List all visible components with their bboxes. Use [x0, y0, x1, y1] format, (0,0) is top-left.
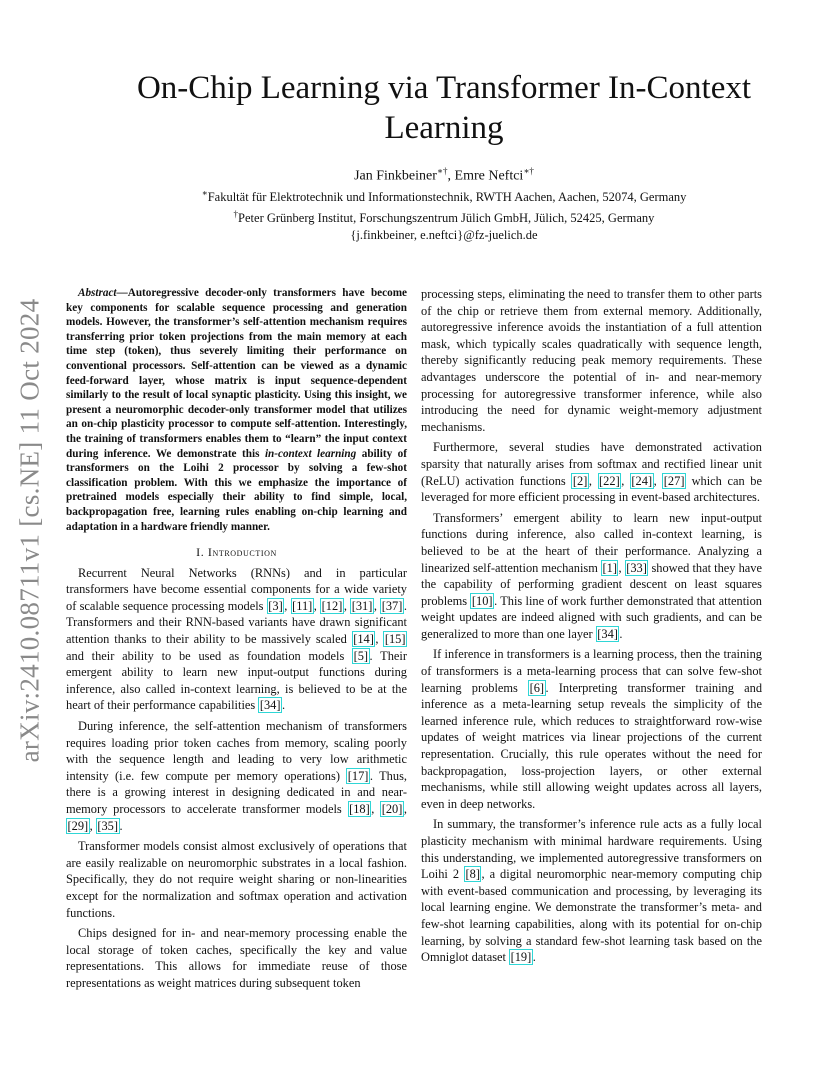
citation-1[interactable]: [1] — [602, 560, 617, 575]
affiliation-1 — [60, 185, 828, 206]
affiliation-1-mark: ∗ — [201, 187, 208, 198]
author-line — [60, 166, 828, 185]
author-2: , Emre Neftci — [447, 168, 524, 184]
citation-8[interactable]: [8] — [465, 867, 480, 882]
abstract — [66, 286, 407, 534]
citation-17[interactable]: [17] — [347, 768, 369, 783]
text: showed that they have the capability of performing gradient descent on least squares problems — [421, 560, 762, 608]
author-1-marks: ∗† — [436, 166, 448, 176]
text: If inference in transformers is a learning process, then the training of transformers is a meta-learning process that can solve few-shot learning problems — [421, 647, 762, 695]
citation-20[interactable]: [20] — [381, 802, 403, 816]
citation-14[interactable]: [14] — [353, 632, 374, 647]
author-email: {j.finkbeiner, e.neftci}@fz-juelich.de — [350, 227, 538, 242]
author-1: Jan Finkbeiner — [354, 168, 437, 184]
intro-paragraph-5: Furthermore, several studies have demonstrated activation sparsity that naturally arises from softmax and rectified linear unit (ReLU) activation functions [2] , [22] , [24] , [27] which can be leveraged for more efficient processing in event-based architectures. — [421, 440, 762, 505]
paper-header — [60, 68, 828, 244]
citation-34-b[interactable]: [34] — [597, 626, 618, 641]
abstract-emphasis: in-context learning — [264, 447, 357, 460]
citation-11[interactable]: [11] — [292, 598, 313, 613]
text: Recurrent Neural Networks (RNNs) and in particular transformers have become essential components for a wide variety of scalable sequence processing models — [66, 565, 407, 613]
intro-paragraph-3: Transformer models consist almost exclusively of operations that are easily realizable on neuromorphic substrates in a local fashion. Specifically, they do not require weight sharing or non-linearities except for the normalization and softmax operation and activation functions. — [66, 839, 407, 920]
text: . Interpreting transformer training and inference as a meta-learning setup reveals the simplicity of the learned inference rule, which reduces to straightforward row-wise updates of weight matrices via linear projections of the current representation. Crucially, this rule operates without the need for backpropagation, loss-projection layers, or other external mechanisms, while still allowing weight updates across all layers, even in deep networks. — [421, 680, 763, 811]
text: Transformers’ emergent ability to learn new input-output functions during inference, also called in-context learning, is believed to be at the heart of their performance. Analyzing a linearized self-attention mechanism — [421, 510, 762, 575]
citation-34[interactable]: [34] — [259, 698, 281, 713]
intro-paragraph-4: Chips designed for in- and near-memory processing enable the local storage of token caches, specifically the key and value representations. This allows for immediate reuse of those representations as weight matrices during subsequent token — [66, 926, 407, 990]
abstract-text-1: —Autoregressive decoder-only transformers have become key components for scalable sequence processing and generation models. However, the transformer’s self-attention mechanism requires transferring prior token projections from the main memory at each time step (token), thus severely limiting their performance on conventional processors. Self-attention can be viewed as a dynamic feed-forward layer, whose matrix is input sequence-dependent similarly to the result of local synaptic plasticity. Using this insight, we present a neuromorphic decoder-only transformer model that utilizes an on-chip plasticity processor to compute self-attention. Interestingly, the training of transformers enables them to “learn” the input context during inference. We demonstrate this — [66, 287, 407, 460]
text: . Thus, there is a growing interest in designing dedicated in and near-memory processors to accelerate transformer models — [66, 768, 407, 816]
citation-6[interactable]: [6] — [529, 680, 545, 695]
text: which can be leveraged for more efficient processing in event-based architectures. — [421, 473, 762, 505]
text: . Their emergent ability to learn new input-output functions during inference, also called in-context learning, is believed to be at the heart of their performance capabilities — [66, 648, 407, 713]
intro-paragraph-7 — [421, 646, 762, 812]
text: and their ability to be used as foundation models — [66, 648, 353, 663]
text: During inference, the self-attention mechanism of transformers requires loading prior token caches from memory, scaling poorly with the sequence length and leading to very low arithmetic intensity (i.e. few compute per memory operations) — [66, 719, 407, 783]
citation-37[interactable]: [37] — [381, 598, 403, 613]
author-2-marks: ∗† — [523, 166, 534, 176]
citation-12[interactable]: [12] — [321, 598, 343, 613]
citation-5[interactable]: [5] — [353, 648, 369, 663]
text: Furthermore, several studies have demonstrated activation sparsity that naturally arises from softmax and rectified linear unit (ReLU) activation functions — [421, 440, 762, 488]
citation-19[interactable]: [19] — [510, 950, 532, 965]
intro-paragraph-6: Transformers’ emergent ability to learn new input-output functions during inference, also called in-context learning, is believed to be at the heart of their performance. Analyzing a linearized self-attention mechanism [1] , [33] showed that they have the capability of performing gradient descent on least squares problems [10] . This line of work further demonstrated that attention weight updates are indeed aligned with such gradients, and can be generalized to more than one layer [34] . — [421, 510, 762, 641]
affiliation-1-text: Fakultät für Elektrotechnik und Informationstechnik, RWTH Aachen, Aachen, 52074, Germany — [207, 189, 687, 204]
affiliation-2-text: Peter Grünberg Institut, Forschungszentrum Jülich GmbH, Jülich, 52425, Germany — [238, 210, 655, 225]
text: . Transformers and their RNN-based variants have drawn significant attention thanks to their ability to be massively scaled — [66, 598, 407, 647]
abstract-text-2: ability of transformers on the Loihi 2 processor by solving a few-shot classification problem. With this we emphasize the importance of pretrained models especially their ability to find simple, local, backpropagation free, learning rules enabling on-chip learning and adaptation in a hardware friendly manner. — [66, 447, 407, 533]
citation-33[interactable]: [33] — [626, 560, 647, 575]
text: , a digital neuromorphic near-memory computing chip with event-based communication and processing, by leveraging its local learning engine. We demonstrate the transformer’s meta- and few-shot learning capabilities, along with its potential for on-chip learning, by solving a standard few-shot learning task based on the Omniglot dataset — [421, 867, 762, 965]
left-column — [66, 286, 407, 996]
citation-3[interactable]: [3] — [268, 598, 283, 613]
citation-10[interactable]: [10] — [471, 593, 493, 608]
arxiv-id-text: arXiv:2410.08711v1 [cs.NE] 11 Oct 2024 — [14, 298, 45, 762]
intro-paragraph-1: Recurrent Neural Networks (RNNs) and in particular transformers have become essential components for a wide variety of scalable sequence processing models [3] , [11] , [12] , [31] , [37] . Transformers and their RNN-based variants have drawn significant attention thanks to their ability to be massively scaled [14] , [15] and their ability to be used as foundation models [5] . Their emergent ability to learn new input-output functions during inference, also called in-context learning, is believed to be at the heart of their performance capabilities [34] . — [66, 565, 407, 713]
citation-18[interactable]: [18] — [349, 802, 370, 816]
arxiv-stamp — [0, 290, 60, 770]
affiliation-2-mark: † — [233, 208, 239, 219]
citation-22[interactable]: [22] — [599, 473, 620, 488]
text: In summary, the transformer’s inference rule acts as a fully local plasticity mechanism with minimal hardware requirements. Using this understanding, we implemented autoregressive transformers on Loihi 2 — [421, 817, 762, 882]
citation-29[interactable]: [29] — [67, 818, 89, 833]
intro-paragraph-2: During inference, the self-attention mechanism of transformers requires loading prior token caches from memory, scaling poorly with the sequence length and leading to very low arithmetic intensity (i.e. few compute per memory operations) [17] . Thus, there is a growing interest in designing dedicated in and near-memory processors to accelerate transformer models [18] , [20] , [29] , [35] . — [66, 719, 407, 833]
citation-15[interactable]: [15] — [384, 632, 406, 647]
citation-35[interactable]: [35] — [97, 818, 119, 833]
paper-title: On-Chip Learning via Transformer In-Context Learning — [136, 70, 752, 146]
intro-paragraph-8: In summary, the transformer’s inference rule acts as a fully local plasticity mechanism with minimal hardware requirements. Using this understanding, we implemented autoregressive transformers on Loihi 2 [8] , a digital neuromorphic near-memory computing chip with event-based communication and processing, by leveraging its local learning engine. We demonstrate the transformer’s meta- and few-shot learning capabilities, along with its potential for on-chip learning, by solving a standard few-shot learning task based on the Omniglot dataset [19] . — [421, 817, 762, 965]
citation-27[interactable]: [27] — [663, 473, 685, 488]
section-heading: I. Introduction — [196, 545, 277, 560]
abstract-label: Abstract — [78, 287, 117, 299]
citation-2[interactable]: [2] — [572, 473, 588, 488]
affiliation-2 — [60, 206, 828, 227]
intro-paragraph-4-cont: processing steps, eliminating the need to transfer them to other parts of the chip or retrieve them from external memory. Additionally, autoregressive inference avoids the instantiation of a full attention mask, which typically scales quadratically with sequence length, thereby significantly reducing peak memory requirements. These advantages underscore the potential of in- and near-memory processing for autoregressive transformer inference, while also introducing the need for dynamic weight-memory adjustment mechanisms. — [421, 287, 762, 434]
citation-24[interactable]: [24] — [631, 473, 653, 488]
text: . This line of work further demonstrated that attention weight updates are indeed aligned with such gradients, and can be generalized to more than one layer — [421, 593, 762, 641]
right-column — [421, 286, 762, 970]
citation-31[interactable]: [31] — [351, 598, 373, 613]
